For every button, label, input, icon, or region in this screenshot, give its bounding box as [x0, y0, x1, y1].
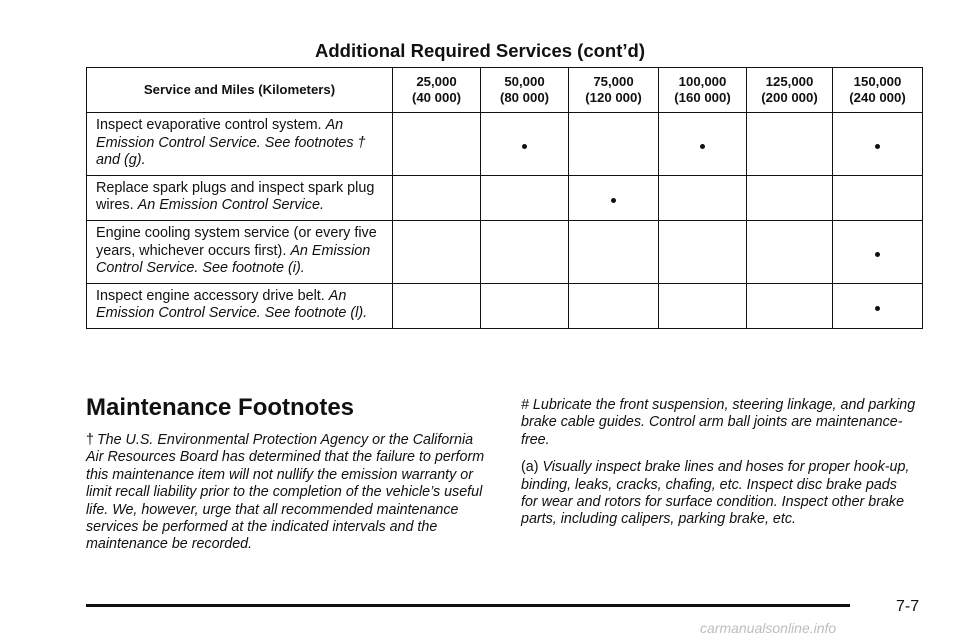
interval-cell	[393, 283, 481, 328]
interval-cell	[747, 113, 833, 176]
service-schedule-table	[86, 67, 923, 329]
header-interval: 25,000 (40 000)	[393, 68, 481, 113]
service-description	[87, 175, 393, 220]
required-bullet-icon	[875, 144, 880, 149]
interval-cell	[569, 113, 659, 176]
service-note: An Emission Control Service. See footnote (l).	[96, 287, 368, 322]
footnotes-right-column	[521, 397, 916, 529]
interval-cell	[659, 113, 747, 176]
interval-cell	[833, 220, 923, 283]
dagger-text: The U.S. Environmental Protection Agency or the California Air Resources Board has determined that the failure to perform this maintenance item will not nullify the emission warranty or limit recall liability prior to the completion of the vehicle’s useful life. We, however, urge that all recommended maintenance services be performed at the indicated intervals and the maintenance be recorded.	[86, 432, 485, 553]
table-row	[87, 220, 923, 283]
required-bullet-icon	[611, 198, 616, 203]
table-title: Additional Required Services (cont’d)	[315, 40, 645, 61]
interval-cell	[481, 113, 569, 176]
interval-cell	[747, 175, 833, 220]
interval-cell	[833, 113, 923, 176]
header-interval: 100,000 (160 000)	[659, 68, 747, 113]
service-text: Engine cooling system service (or every five years, whichever occurs first).	[96, 224, 377, 259]
service-text: Inspect engine accessory drive belt.	[96, 287, 325, 304]
service-note: An Emission Control Service. See footnotes † and (g).	[96, 117, 366, 169]
interval-cell	[833, 175, 923, 220]
header-interval: 125,000 (200 000)	[747, 68, 833, 113]
service-description	[87, 283, 393, 328]
interval-cell	[659, 220, 747, 283]
section-title: Maintenance Footnotes	[86, 394, 355, 421]
service-description	[87, 220, 393, 283]
page-number: 7-7	[896, 598, 920, 615]
footnote-dagger	[86, 432, 491, 554]
interval-cell	[481, 220, 569, 283]
header-interval: 50,000 (80 000)	[481, 68, 569, 113]
service-text: Replace spark plugs and inspect spark plug wires.	[96, 179, 375, 214]
service-text: Inspect evaporative control system.	[96, 117, 322, 133]
service-note: An Emission Control Service.	[137, 197, 324, 214]
table-row	[87, 175, 923, 220]
service-description	[87, 113, 393, 176]
interval-cell	[747, 283, 833, 328]
header-service: Service and Miles (Kilometers)	[87, 68, 393, 113]
table-row	[87, 283, 923, 328]
header-interval: 150,000 (240 000)	[833, 68, 923, 113]
footnote-hash: # Lubricate the front suspension, steering linkage, and parking brake cable guides. Control arm ball joints are maintenance-free.	[521, 397, 916, 448]
footnote-a-text: Visually inspect brake lines and hoses for proper hook-up, binding, leaks, cracks, chafing, etc. Inspect disc brake pads for wear and rotors for surface condition. Inspect other brake parts, including calipers, parking brake, etc.	[521, 459, 910, 528]
interval-cell	[481, 283, 569, 328]
table-row	[87, 113, 923, 176]
interval-cell	[833, 283, 923, 328]
required-bullet-icon	[700, 144, 705, 149]
interval-cell	[569, 175, 659, 220]
required-bullet-icon	[522, 144, 527, 149]
interval-cell	[393, 220, 481, 283]
service-note: An Emission Control Service. See footnote (i).	[96, 242, 371, 277]
interval-cell	[393, 175, 481, 220]
required-bullet-icon	[875, 252, 880, 257]
footer-rule	[86, 604, 850, 607]
interval-cell	[481, 175, 569, 220]
footnote-a-label: (a)	[521, 459, 539, 476]
footnote-a	[521, 459, 916, 529]
interval-cell	[569, 220, 659, 283]
interval-cell	[747, 220, 833, 283]
required-bullet-icon	[875, 306, 880, 311]
interval-cell	[659, 175, 747, 220]
interval-cell	[659, 283, 747, 328]
watermark: carmanualsonline.info	[700, 620, 837, 636]
dagger-symbol: †	[86, 432, 94, 448]
interval-cell	[569, 283, 659, 328]
header-interval: 75,000 (120 000)	[569, 68, 659, 113]
table-header-row	[87, 68, 923, 113]
interval-cell	[393, 113, 481, 176]
